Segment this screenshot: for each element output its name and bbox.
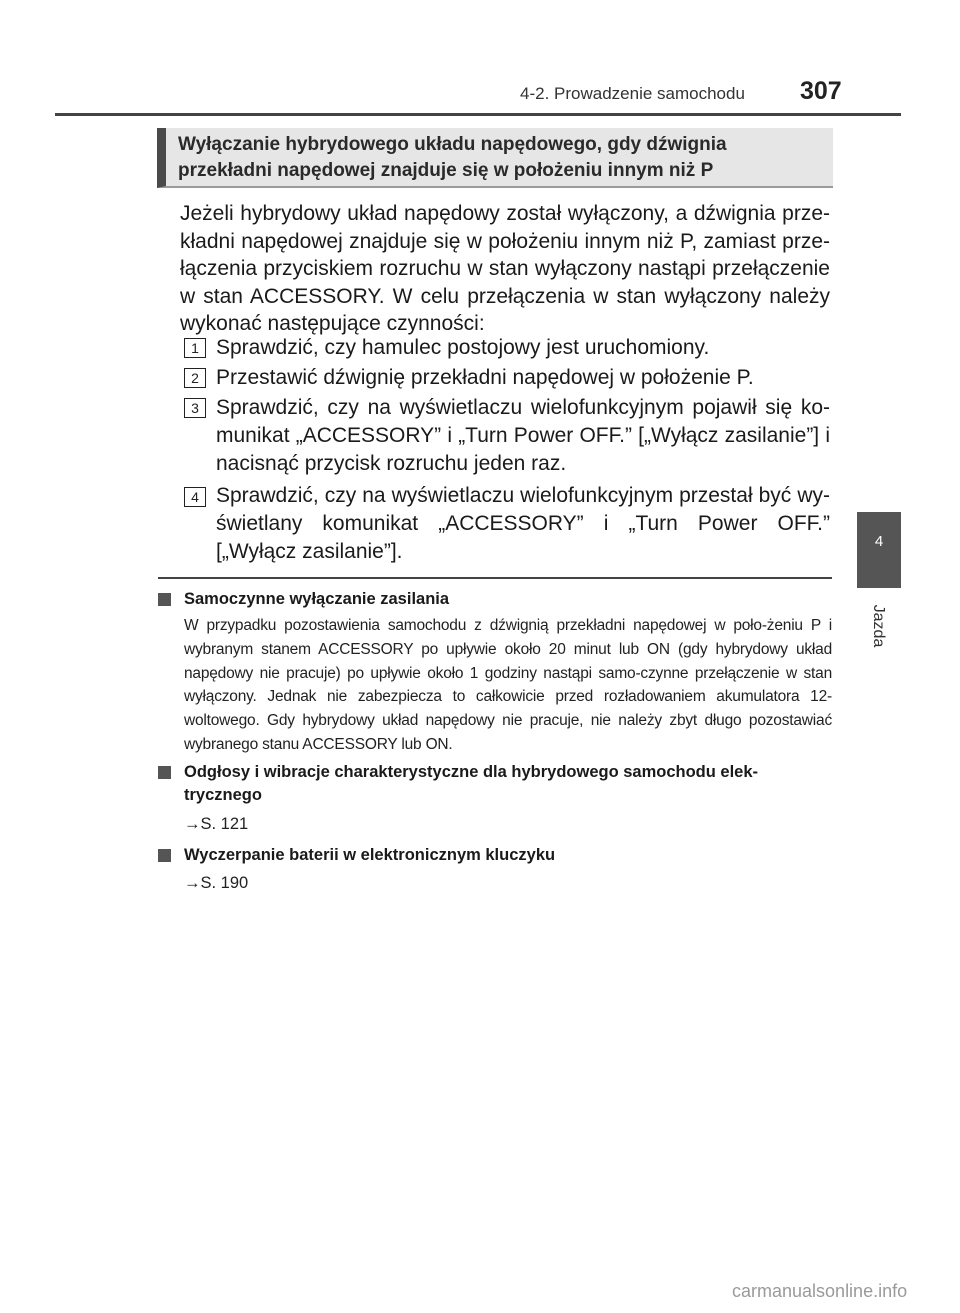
step-number-2: 2 xyxy=(184,368,206,388)
step-text-4: Sprawdzić, czy na wyświetlaczu wielofunkcyjnym przestał być wy-świetlany komunikat „ACCESSORY” i „Turn Power OFF.” [„Wyłącz zasilanie”]. xyxy=(216,484,830,563)
chapter-label xyxy=(853,596,903,656)
step-text-2: Przestawić dźwignię przekładni napędowej w położenie P. xyxy=(216,366,754,389)
step-number-3: 3 xyxy=(184,398,206,418)
watermark: carmanualsonline.info xyxy=(732,1281,908,1301)
step-text-1: Sprawdzić, czy hamulec postojowy jest uruchomiony. xyxy=(216,336,710,359)
note-body-1: W przypadku pozostawienia samochodu z dźwignią przekładni napędowej w poło-żeniu P i wybranym stanem ACCESSORY po upływie około 20 minut lub ON (gdy hybrydowy układ napędowy nie pracuje) po upływie około 1 godziny nastąpi samo-czynne przełączenie w stan wyłączony. Jednak nie zabezpiecza to całkowicie przed rozładowaniem akumulatora 12-woltowego. Gdy hybrydowy układ napędowy nie pracuje, nie należy zbyt długo pozostawiać wybranego stanu ACCESSORY lub ON. xyxy=(184,617,832,753)
note-heading-1: Samoczynne wyłączanie zasilania xyxy=(184,590,450,608)
chapter-tab: 4 xyxy=(857,512,901,588)
intro-paragraph: Jeżeli hybrydowy układ napędowy został wyłączony, a dźwignia prze-kładni napędowej znajduje się w położeniu innym niż P, zamiast prze-łączenia przyciskiem rozruchu w stan wyłączony nastąpi przełączenie w stan ACCESSORY. W celu przełączenia w stan wyłączony należy wykonać następujące czynności: xyxy=(180,202,830,335)
page-number: 307 xyxy=(800,77,842,105)
step-number-1: 1 xyxy=(184,338,206,358)
section-title-box xyxy=(157,128,833,188)
note-marker-3 xyxy=(158,849,171,862)
note-heading-2: Odgłosy i wibracje charakterystyczne dla hybrydowego samochodu elek-trycznego xyxy=(184,763,759,804)
note-heading-3: Wyczerpanie baterii w elektronicznym kluczyku xyxy=(184,846,556,864)
note-marker-1 xyxy=(158,593,171,606)
note-ref-link-2[interactable]: →S. 121 xyxy=(184,815,249,833)
step-number-4: 4 xyxy=(184,487,206,507)
section-title-line-2: przekładni napędowej znajduje się w położeniu innym niż P xyxy=(178,160,714,181)
running-header-section: 4-2. Prowadzenie samochodu xyxy=(520,84,745,103)
step-text-3: Sprawdzić, czy na wyświetlaczu wielofunkcyjnym pojawił się ko-munikat „ACCESSORY” i „Turn Power OFF.” [„Wyłącz zasilanie”] i nacisnąć przycisk rozruchu jeden raz. xyxy=(216,396,830,475)
notes-divider xyxy=(158,577,832,579)
section-title-line-1: Wyłączanie hybrydowego układu napędowego, gdy dźwignia xyxy=(178,134,727,155)
note-marker-2 xyxy=(158,766,171,779)
header-divider xyxy=(55,113,901,116)
note-ref-link-3[interactable]: →S. 190 xyxy=(184,874,249,892)
chapter-label-text: Jazda xyxy=(870,604,887,648)
